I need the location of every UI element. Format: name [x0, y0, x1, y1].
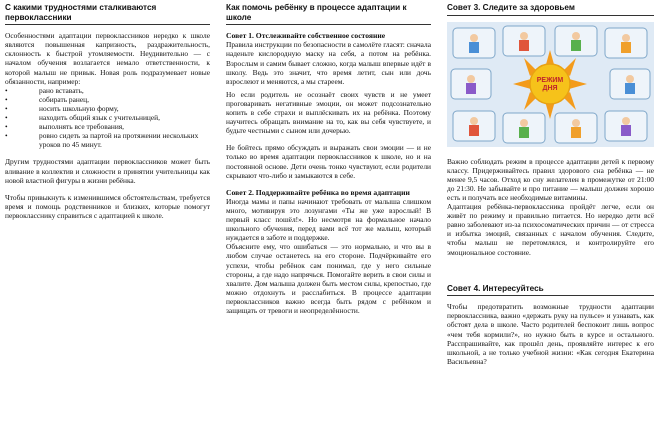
list-item: • носить школьную форму,	[5, 103, 119, 113]
column-1	[5, 0, 210, 447]
bullet-icon: •	[5, 103, 8, 113]
paragraph: Важно соблюдать режим в процессе адаптации детей к первому классу. Придерживайтесь правил здорового сна ребёнка — не менее 9,5 часов. Отход ко сну желателен в промежутке от 21:00 до 21:30. Не забывайте и про питание — малыш должен хорошо есть и получать все необходимые витамины.	[447, 156, 654, 202]
tip-2-title: Совет 2. Поддерживайте ребёнка во время адаптации	[226, 187, 410, 197]
illustration-label: РЕЖИМ ДНЯ	[536, 76, 564, 92]
paragraph: Правила инструкции по безопасности в самолёте гласят: сначала наденьте кислородную маску на себя, а потом на ребёнка. Взрослым и самим бывает сложно, когда малыш впервые идёт в школу. Ведь это значит, что время летит, сын или дочь взрослеют и меняются, а мы стареем.	[226, 40, 431, 86]
bullet-icon: •	[5, 113, 8, 123]
paragraph: Чтобы привыкнуть к изменившимся обстоятельствам, требуется время и помощь родственников и близких, которые помогут первокласснику справиться с адаптацией к школе.	[5, 192, 210, 220]
tip-1-title: Совет 1. Отслеживайте собственное состояние	[226, 31, 386, 41]
paragraph: Иногда мамы и папы начинают требовать от малыша слишком много, мотивируя это лозунгами «Ты же уже взрослый! В первый класс пошёл!». Но несмотря на формальное начало школьного обучения, перед вами всё тот же малыш, который нуждается в заботе и поддержке.	[226, 196, 431, 243]
paragraph: Адаптация ребёнка-первоклассника пройдёт легче, если он живёт по режиму и правильно питается. Но нередко дети всё равно заболевают из-за психосоматических причин — от стресса и избытка эмоций, связанных с началом обучения. Следите, чтобы малыш не перетомлялся, и контролируйте его эмоциональное состояние.	[447, 202, 654, 257]
tip-3-title: Совет 3. Следите за здоровьем	[447, 3, 575, 12]
heading-divider	[447, 15, 654, 16]
duties-list	[5, 86, 210, 150]
bullet-icon: •	[5, 94, 8, 104]
bullet-icon: •	[5, 85, 8, 95]
paragraph: Чтобы предотвратить возможные трудности адаптации первоклассника, важно «держать руку на пульсе» и узнавать, как обстоят дела в школе. Часто родителей беспокоит лишь вопрос «чем тебя кормили?», но нужно быть в курсе и остального. Расспрашивайте, как прошёл день, проявляйте интерес к его школьной, а не только учебной жизни: «Как сегодня Екатерина Васильевна?	[447, 302, 654, 366]
paragraph: Особенностями адаптации первоклассников нередко к школе являются повышенная капризность, раздражительность, склонность к быстрой утомляемости. Неудивительно — с началом обучения возлагается немало ответственности, к которой малыш не привык. Новая роль подразумевает новые обязанности, например:	[5, 31, 210, 86]
list-item: • собирать ранец,	[5, 94, 89, 104]
list-item: • ровно сидеть за партой на протяжении нескольких уроков по 45 минут.	[5, 131, 199, 150]
column-3	[447, 0, 654, 447]
bullet-icon: •	[5, 131, 8, 141]
paragraph: Другим трудностями адаптации первоклассников может быть вливание в коллектив и сложности в принятии учительницы как новой властной фигуры в жизни ребёнка.	[5, 157, 210, 185]
heading-divider	[5, 24, 210, 25]
paragraph: Но если родитель не осознаёт своих чувств и не умеет проговаривать негативные эмоции, он может подсознательно копить в себе страхи и выплёскивать их на ребёнка. Поэтому научитесь обращать внимание на то, как вы себя чувствуете, и будьте честными с сыном или дочерью.	[226, 89, 431, 136]
list-item: • находить общий язык с учительницей,	[5, 113, 160, 123]
paragraph: Не бойтесь прямо обсуждать и выражать свои эмоции — и не только во время адаптации первоклассников к школе, но и на постоянной основе. Дети очень тонко чувствуют, если родители скрывают что-либо и замыкаются в себе.	[226, 143, 431, 180]
column-2	[226, 0, 431, 447]
paragraph: Объясните ему, что ошибаться — это нормально, и что вы в любом случае останетесь на его стороне. Подчёркивайте его успехи, чтобы ребёнок сам понимал, где у него сильные стороны, а где надо напрячься. Помогайте верить в свои силы и хвалите. Дом малыша должен быть местом силы, крепостью, где можно отдохнуть и расслабиться. В процессе адаптации первоклассников важно всегда быть рядом с ребёнком и защищать от тревоги и неопределённости.	[226, 242, 431, 316]
list-item: • рано вставать,	[5, 85, 84, 95]
heading-divider	[447, 295, 654, 296]
heading-divider	[226, 24, 431, 25]
list-item: • выполнять все требования,	[5, 122, 125, 132]
bullet-icon: •	[5, 122, 8, 132]
daily-routine-illustration	[447, 22, 654, 147]
section-heading-help: Как помочь ребёнку в процессе адаптации к школе	[226, 3, 407, 22]
section-heading-difficulties: С какими трудностями сталкиваются первоклассники	[5, 3, 157, 22]
tip-4-title: Совет 4. Интересуйтесь	[447, 283, 544, 293]
